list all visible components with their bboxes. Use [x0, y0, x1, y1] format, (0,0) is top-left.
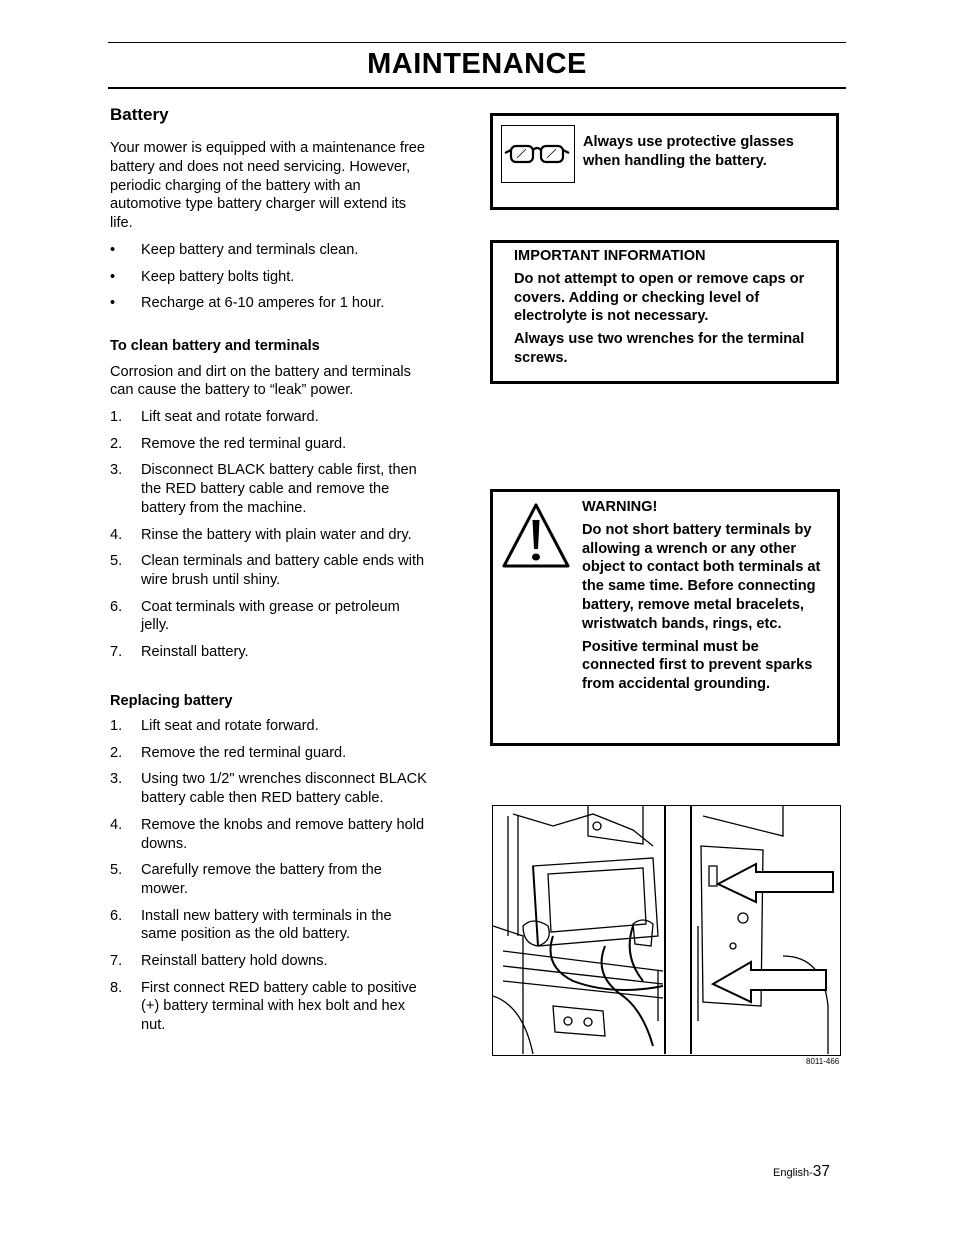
spacer [110, 321, 430, 337]
list-item-text: Lift seat and rotate forward. [141, 718, 319, 735]
list-item [110, 643, 430, 662]
figure-code: 8011-466 [806, 1057, 840, 1066]
list-item-text: Disconnect BLACK battery cable first, then the RED battery cable and remove the battery from the machine. [141, 462, 417, 516]
list-item [110, 861, 430, 899]
left-column [110, 104, 430, 1043]
step-number: 6. [110, 598, 123, 615]
list-item-text: Remove the red terminal guard. [141, 744, 347, 761]
list-item [110, 770, 430, 808]
step-number: 5. [110, 862, 123, 879]
list-item-text: Recharge at 6-10 amperes for 1 hour. [141, 295, 385, 312]
replace-heading: Replacing battery [110, 692, 233, 709]
list-item-text: Remove the knobs and remove battery hold downs. [141, 816, 425, 852]
header-rule-bottom [108, 87, 846, 89]
step-number: 5. [110, 553, 123, 570]
step-number: 8. [110, 979, 123, 996]
list-item [110, 952, 430, 971]
list-item-text: Install new battery with terminals in the same position as the old battery. [141, 907, 392, 943]
warning-line: Do not short battery terminals by allowing a wrench or any other object to contact both terminals at the same time. Before connecting battery, remove metal bracelets, wristwatch bands, rings, etc. [582, 521, 821, 632]
important-info-box [490, 240, 839, 384]
list-item [110, 598, 430, 636]
list-item [110, 294, 430, 313]
step-number: 1. [110, 718, 123, 735]
list-item-text: First connect RED battery cable to positive (+) battery terminal with hex bolt and hex nut. [141, 979, 417, 1034]
list-item-text: Rinse the battery with plain water and dry. [141, 526, 412, 543]
replace-steps [110, 717, 430, 1035]
page-title: MAINTENANCE [367, 48, 587, 80]
clean-intro: Corrosion and dirt on the battery and terminals can cause the battery to “leak” power. [110, 363, 411, 399]
step-number: 7. [110, 643, 123, 660]
warning-triangle-icon [501, 502, 571, 570]
list-item [110, 268, 430, 287]
page-language: English- [773, 1167, 813, 1179]
list-item-text: Clean terminals and battery cable ends with wire brush until shiny. [141, 553, 425, 588]
page-number-value: 37 [812, 1163, 830, 1180]
clean-heading: To clean battery and terminals [110, 337, 320, 354]
step-number: 2. [110, 744, 123, 761]
list-item-text: Reinstall battery. [141, 643, 249, 660]
list-item-text: Coat terminals with grease or petroleum jelly. [141, 598, 400, 634]
important-info-title: IMPORTANT INFORMATION [514, 248, 706, 264]
warning-box [490, 489, 840, 746]
list-item [110, 408, 430, 427]
clean-steps [110, 408, 430, 662]
list-item [110, 816, 430, 854]
list-item-text: Using two 1/2" wrenches disconnect BLACK battery cable then RED battery cable. [141, 771, 427, 807]
list-item [110, 435, 430, 454]
list-item-text: Keep battery and terminals clean. [141, 241, 359, 258]
bullet-mark: • [110, 295, 116, 312]
glasses-notice-box [490, 113, 839, 210]
warning-title: WARNING! [582, 499, 658, 515]
list-item [110, 526, 430, 545]
list-item [110, 241, 430, 260]
step-number: 4. [110, 816, 123, 833]
header-rule-top [108, 42, 846, 43]
important-info-line: Do not attempt to open or remove caps or covers. Adding or checking level of electrolyte is not necessary. [514, 270, 805, 325]
battery-bullets [110, 241, 430, 313]
spacer [110, 670, 430, 692]
step-number: 3. [110, 462, 123, 479]
list-item [110, 461, 430, 517]
bullet-mark: • [110, 268, 116, 285]
list-item-text: Reinstall battery hold downs. [141, 953, 328, 970]
list-item-text: Keep battery bolts tight. [141, 268, 295, 285]
list-item-text: Remove the red terminal guard. [141, 435, 347, 452]
list-item-text: Carefully remove the battery from the mower. [141, 862, 382, 898]
list-item [110, 717, 430, 736]
glasses-notice-text: Always use protective glasses when handling the battery. [583, 134, 794, 169]
step-number: 7. [110, 953, 123, 970]
list-item-text: Lift seat and rotate forward. [141, 409, 319, 426]
list-item [110, 979, 430, 1035]
step-number: 3. [110, 771, 123, 788]
warning-line: Positive terminal must be connected first to prevent sparks from accidental grounding. [582, 638, 813, 693]
step-number: 1. [110, 409, 123, 426]
battery-intro: Your mower is equipped with a maintenance free battery and does not need servicing. However, periodic charging of the battery with an automotive type battery charger will extend its life. [110, 140, 426, 232]
step-number: 6. [110, 907, 123, 924]
safety-glasses-icon [501, 125, 575, 183]
list-item [110, 744, 430, 763]
list-item [110, 552, 430, 590]
step-number: 2. [110, 435, 123, 452]
list-item [110, 907, 430, 945]
page-number [773, 1163, 830, 1181]
battery-illustration [492, 805, 841, 1056]
battery-heading: Battery [110, 105, 169, 124]
important-info-line: Always use two wrenches for the terminal screws. [514, 331, 805, 366]
step-number: 4. [110, 526, 123, 543]
bullet-mark: • [110, 241, 116, 258]
